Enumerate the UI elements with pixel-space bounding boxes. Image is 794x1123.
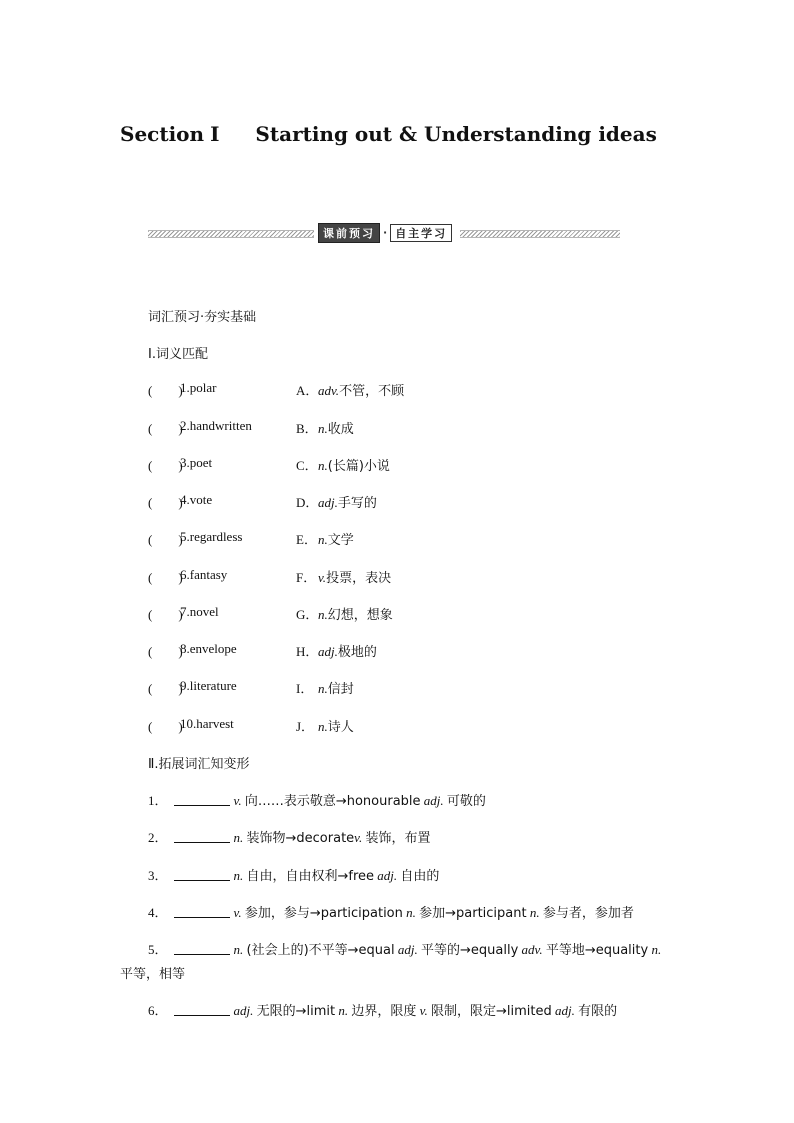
vocab-word: 7.novel [180, 604, 219, 619]
vocab-word: 2.handwritten [180, 418, 252, 433]
item-text: 边界，限度 [351, 1004, 417, 1019]
item-text: (社会上的)不平等→equal [246, 943, 395, 958]
part-of-speech: v. [233, 793, 242, 808]
vocab-word: 1.polar [180, 380, 217, 395]
banner-label-left: 课前预习 [318, 223, 380, 243]
part-of-speech: v. [419, 1003, 428, 1018]
meaning: 手写的 [337, 496, 377, 511]
item-text: 向……表示敬意→honourable [244, 794, 421, 809]
answer-paren: ( ) [148, 644, 183, 659]
part-of-speech: n. [318, 719, 328, 734]
part-of-speech: v. [318, 570, 327, 585]
item-number: 4． [148, 905, 168, 920]
title-name: Starting out & Understanding ideas [255, 122, 657, 146]
part-of-speech: n. [233, 942, 244, 957]
meaning: 信封 [327, 682, 354, 697]
item-number: 2． [148, 830, 168, 845]
vocab-word: 9.literature [180, 678, 237, 693]
option-letter: A． [296, 383, 319, 398]
list-item [148, 1000, 617, 1019]
meaning: 文学 [327, 533, 354, 548]
part-of-speech: n. [233, 868, 244, 883]
item-text: 装饰，布置 [365, 831, 431, 846]
vocab-word: 6.fantasy [180, 567, 228, 582]
option-letter: F． [296, 570, 317, 585]
item-text: 参与者，参加者 [542, 906, 634, 921]
answer-blank [174, 942, 230, 955]
meaning: 极地的 [337, 645, 377, 660]
item-text: 参加，参与→participation [244, 906, 403, 921]
option-letter: G． [296, 607, 319, 622]
item-text: 自由，自由权利→free [246, 869, 375, 884]
part-of-speech: adj. [318, 644, 338, 659]
vocab-word: 5.regardless [180, 529, 243, 544]
vocab-heading: 词汇预习·夯实基础 [148, 310, 257, 325]
meaning: 收成 [327, 422, 354, 437]
part-of-speech: n. [406, 905, 416, 920]
banner-rule-right [460, 230, 620, 238]
answer-paren: ( ) [148, 495, 183, 510]
banner-tag [318, 225, 452, 240]
list-item [148, 790, 486, 809]
page-title [120, 122, 657, 146]
part-of-speech: n. [318, 532, 328, 547]
vocab-word: 4.vote [180, 492, 213, 507]
item-text: 可敬的 [446, 794, 486, 809]
answer-blank [174, 1003, 230, 1016]
item-text: 参加→participant [419, 906, 527, 921]
item-text: 限制，限定→limited [430, 1004, 552, 1019]
item-text: 平等的→equally [421, 943, 519, 958]
meaning: (长篇)小说 [327, 459, 390, 474]
vocab-word: 10.harvest [180, 716, 234, 731]
part-of-speech: n. [318, 681, 328, 696]
part-of-speech: n. [233, 830, 244, 845]
item-number: 5． [148, 942, 168, 957]
item-number: 6． [148, 1003, 168, 1018]
vocab-word: 8.envelope [180, 641, 237, 656]
part-of-speech: v. [233, 905, 242, 920]
list-item [148, 939, 661, 958]
item-number: 1． [148, 793, 168, 808]
option-letter: J． [296, 719, 315, 734]
part-of-speech: n. [651, 942, 662, 957]
item-text: 装饰物→decorate [246, 831, 355, 846]
item-text: 自由的 [400, 869, 440, 884]
part-of-speech: adj. [397, 942, 418, 957]
part-of-speech: adv. [521, 942, 543, 957]
part-of-speech: v. [354, 830, 363, 845]
option-letter: E． [296, 532, 317, 547]
part-of-speech: adj. [318, 495, 338, 510]
meaning: 幻想，想象 [327, 608, 393, 623]
title-section: Section [120, 122, 205, 146]
list-item [148, 902, 634, 921]
answer-paren: ( ) [148, 570, 183, 585]
answer-paren: ( ) [148, 532, 183, 547]
part-of-speech: adj. [423, 793, 444, 808]
answer-blank [174, 905, 230, 918]
part1-label: Ⅰ.词义匹配 [148, 347, 208, 362]
section-banner [148, 223, 620, 243]
answer-paren: ( ) [148, 607, 183, 622]
list-item [148, 827, 431, 846]
title-numeral: Ⅰ [210, 122, 220, 146]
part-of-speech: adv. [318, 383, 340, 398]
part-of-speech: n. [338, 1003, 349, 1018]
answer-paren: ( ) [148, 681, 183, 696]
meaning: 诗人 [327, 720, 354, 735]
item-text: 有限的 [578, 1004, 618, 1019]
vocab-word: 3.poet [180, 455, 213, 470]
part-of-speech: n. [529, 905, 540, 920]
option-letter: I． [296, 681, 314, 696]
answer-paren: ( ) [148, 383, 183, 398]
option-letter: B． [296, 421, 318, 436]
meaning: 不管，不顾 [339, 384, 405, 399]
banner-label-right: 自主学习 [390, 224, 452, 242]
option-letter: D． [296, 495, 319, 510]
list-item [148, 865, 439, 884]
answer-blank [174, 868, 230, 881]
item-text: 无限的→limit [256, 1004, 336, 1019]
meaning: 投票，表决 [326, 571, 392, 586]
answer-blank [174, 830, 230, 843]
answer-blank [174, 793, 230, 806]
banner-dot: · [383, 226, 388, 239]
answer-paren: ( ) [148, 458, 183, 473]
part-of-speech: n. [318, 458, 328, 473]
option-letter: C． [296, 458, 318, 473]
part-of-speech: adj. [554, 1003, 575, 1018]
part-of-speech: n. [318, 421, 328, 436]
answer-paren: ( ) [148, 719, 183, 734]
item-text-continued: 平等，相等 [120, 967, 186, 982]
item-text: 平等地→equality [545, 943, 649, 958]
part-of-speech: adj. [377, 868, 398, 883]
part-of-speech: adj. [233, 1003, 254, 1018]
option-letter: H． [296, 644, 319, 659]
part2-label: Ⅱ.拓展词汇知变形 [148, 757, 250, 772]
banner-rule-left [148, 230, 314, 238]
part-of-speech: n. [318, 607, 328, 622]
item-number: 3． [148, 868, 168, 883]
answer-paren: ( ) [148, 421, 183, 436]
